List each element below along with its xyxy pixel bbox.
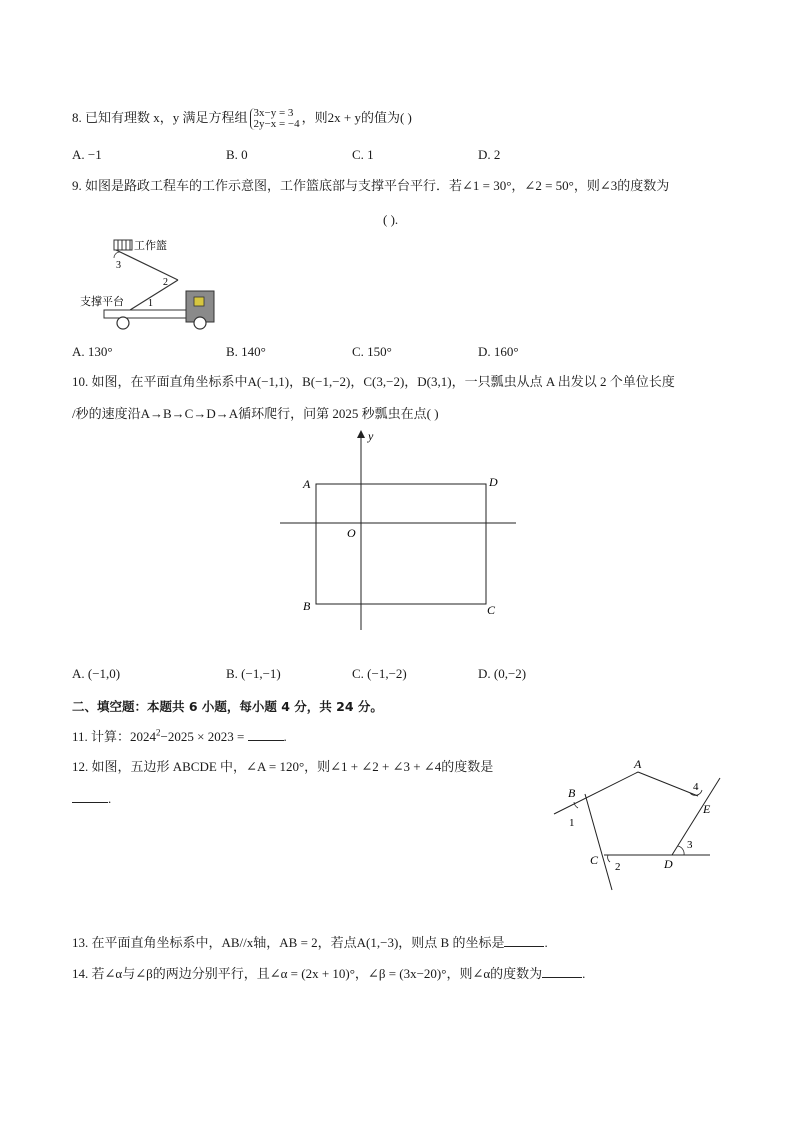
angle-3-label: 3 bbox=[116, 260, 121, 271]
q8-prefix: 8. 已知有理数 x，y 满足方程组 bbox=[72, 109, 248, 125]
rectangle-abcd bbox=[316, 484, 486, 604]
q9-bracket: ( ). bbox=[383, 212, 399, 227]
angle-3-label: 3 bbox=[687, 839, 693, 851]
point-d-label: D bbox=[489, 475, 498, 489]
q9-option-a: A. 130° bbox=[72, 344, 113, 359]
truck-bed bbox=[104, 310, 188, 318]
q10-option-c: C. (−1,−2) bbox=[352, 666, 407, 681]
q12-end: . bbox=[108, 791, 112, 806]
arm-upper bbox=[116, 250, 178, 280]
q8-suffix: ，则2x + y的值为( ) bbox=[301, 109, 412, 125]
q9-truck-figure bbox=[78, 234, 228, 334]
q10-option-d: D. (0,−2) bbox=[478, 666, 527, 681]
angle-2-label: 2 bbox=[615, 861, 621, 873]
q14-answer-blank[interactable] bbox=[542, 965, 582, 978]
arm-lower bbox=[130, 280, 178, 310]
q13-end: . bbox=[544, 935, 548, 950]
q14-text: 14. 若∠α与∠β的两边分别平行，且∠α = (2x + 10)°，∠β = (3x−20)°，则∠α的度数为 bbox=[72, 966, 543, 981]
q8-equation-system bbox=[250, 108, 300, 130]
q14-end: . bbox=[582, 966, 586, 981]
q12-answer-line bbox=[72, 790, 111, 807]
section-fill-in-title: 二、填空题：本题共 6 小题，每小题 4 分，共 24 分。 bbox=[72, 699, 383, 714]
q10-stem-line1: 10. 如图，在平面直角坐标系中A(−1,1)，B(−1,−2)，C(3,−2)，D(3,1)，一只瓢虫从点 A 出发以 2 个单位长度 bbox=[72, 374, 675, 389]
line-ab-extended bbox=[554, 772, 638, 814]
angle-4-label: 4 bbox=[693, 781, 699, 793]
q12-pentagon-figure bbox=[548, 756, 728, 896]
line-bc-extended bbox=[585, 794, 612, 890]
q13-text: 13. 在平面直角坐标系中，AB//x轴，AB = 2，若点A(1,−3)，则点 B 的坐标是 bbox=[72, 935, 505, 950]
q14-stem bbox=[72, 965, 585, 982]
front-wheel bbox=[194, 317, 206, 329]
angle-1-label: 1 bbox=[148, 298, 153, 309]
vertex-d-label: D bbox=[664, 857, 673, 871]
point-b-label: B bbox=[303, 599, 311, 613]
q10-option-b: B. (−1,−1) bbox=[226, 666, 281, 681]
q9-option-d: D. 160° bbox=[478, 344, 519, 359]
origin-label: O bbox=[347, 526, 356, 540]
y-axis-label: y bbox=[368, 429, 374, 443]
angle-2-label: 2 bbox=[163, 277, 168, 288]
q8-eq2: 2y−x = −4 bbox=[253, 118, 300, 130]
q12-stem: 12. 如图，五边形 ABCDE 中，∠A = 120°，则∠1 + ∠2 + ∠3 + ∠4的度数是 bbox=[72, 759, 494, 774]
basket-rect bbox=[114, 240, 132, 250]
q12-answer-blank[interactable] bbox=[72, 790, 108, 803]
q8-option-d: D. 2 bbox=[478, 147, 501, 162]
q8-option-b: B. 0 bbox=[226, 147, 248, 162]
cab-window bbox=[194, 297, 204, 306]
q13-answer-blank[interactable] bbox=[504, 934, 544, 947]
basket-label: 工作篮 bbox=[134, 240, 167, 252]
vertex-c-label: C bbox=[590, 853, 599, 867]
q11-exponent: 2 bbox=[156, 727, 161, 738]
q10-coordinate-figure bbox=[276, 424, 520, 634]
rear-wheel bbox=[117, 317, 129, 329]
point-a-label: A bbox=[303, 477, 311, 491]
q9-stem: 9. 如图是路政工程车的工作示意图，工作篮底部与支撑平台平行．若∠1 = 30°，∠2 = 50°，则∠3的度数为 bbox=[72, 178, 670, 193]
q11-suffix: −2025 × 2023 = bbox=[160, 729, 245, 744]
q13-stem bbox=[72, 934, 548, 951]
side-ae bbox=[638, 772, 698, 796]
q11-answer-blank[interactable] bbox=[248, 728, 284, 741]
q10-option-a: A. (−1,0) bbox=[72, 666, 121, 681]
platform-label: 支撑平台 bbox=[80, 296, 124, 308]
q11-stem bbox=[72, 728, 287, 745]
vertex-a-label: A bbox=[634, 757, 642, 771]
vertex-e-label: E bbox=[703, 802, 711, 816]
point-c-label: C bbox=[487, 603, 496, 617]
q11-prefix: 11. 计算：2024 bbox=[72, 729, 157, 744]
q8-stem bbox=[72, 108, 412, 130]
q11-end: . bbox=[283, 729, 287, 744]
q9-option-c: C. 150° bbox=[352, 344, 392, 359]
q8-option-c: C. 1 bbox=[352, 147, 374, 162]
q10-stem-line2: /秒的速度沿A→B→C→D→A循环爬行，问第 2025 秒瓢虫在点( ) bbox=[72, 406, 439, 421]
vertex-b-label: B bbox=[568, 786, 576, 800]
q8-option-a: A. −1 bbox=[72, 147, 102, 162]
q9-option-b: B. 140° bbox=[226, 344, 266, 359]
q8-eq1: 3x−y = 3 bbox=[253, 107, 294, 119]
angle-1-label: 1 bbox=[569, 817, 575, 829]
